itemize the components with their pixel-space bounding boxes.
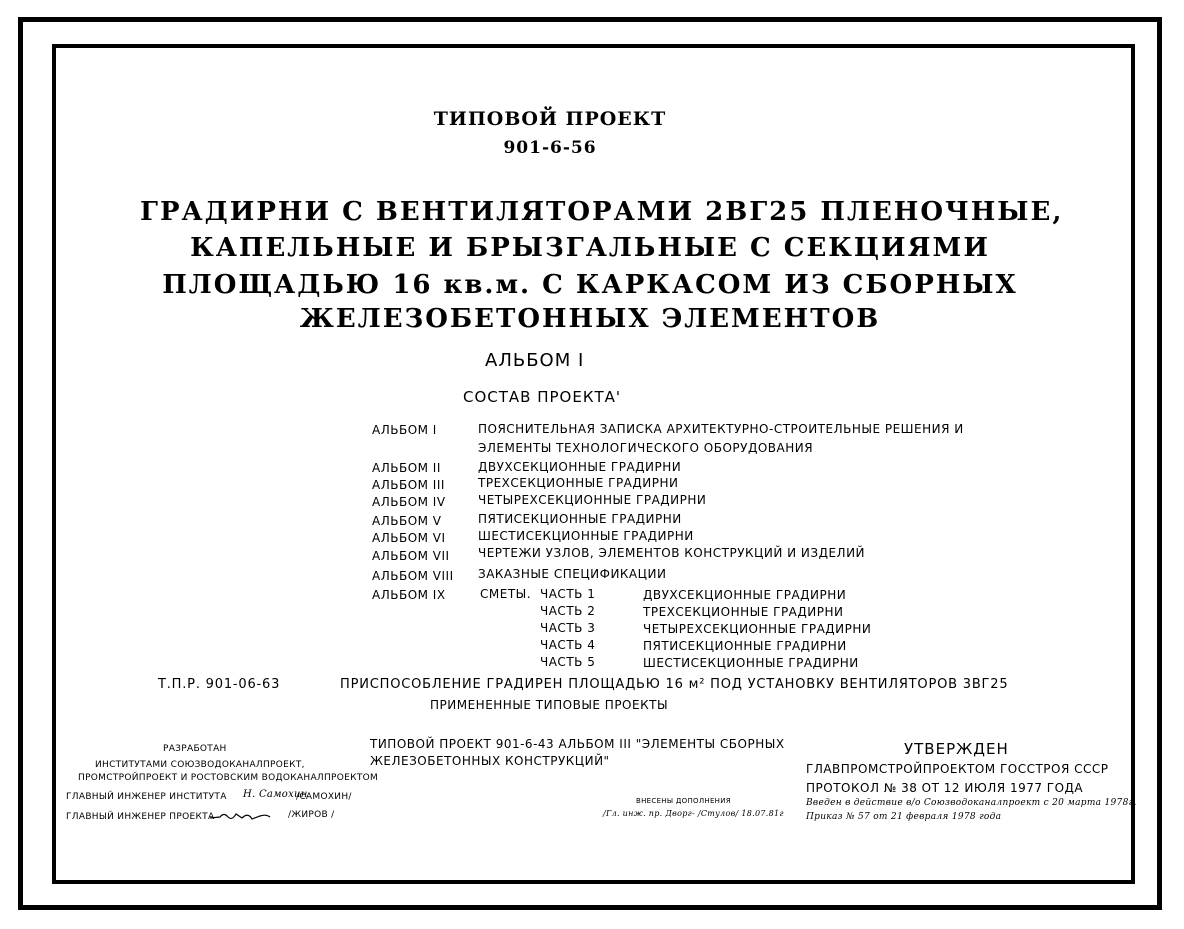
composition-heading: СОСТАВ ПРОЕКТА' bbox=[463, 388, 622, 406]
applied-line-2: ЖЕЛЕЗОБЕТОННЫХ КОНСТРУКЦИЙ" bbox=[370, 754, 610, 768]
album-label: АЛЬБОМ VIII bbox=[372, 569, 454, 583]
estimate-part-text: ПЯТИСЕКЦИОННЫЕ ГРАДИРНИ bbox=[643, 639, 847, 653]
main-title-line-4: ЖЕЛЕЗОБЕТОННЫХ ЭЛЕМЕНТОВ bbox=[299, 304, 881, 334]
project-number: 901-6-56 bbox=[503, 138, 597, 158]
main-title-line-1: ГРАДИРНИ С ВЕНТИЛЯТОРАМИ 2ВГ25 ПЛЕНОЧНЫЕ, bbox=[140, 197, 1064, 227]
chief-project-label: ГЛАВНЫЙ ИНЖЕНЕР ПРОЕКТА bbox=[66, 812, 215, 822]
album-text: ДВУХСЕКЦИОННЫЕ ГРАДИРНИ bbox=[478, 460, 682, 474]
additions-heading: ВНЕСЕНЫ ДОПОЛНЕНИЯ bbox=[636, 797, 731, 805]
album-label: АЛЬБОМ VII bbox=[372, 549, 450, 563]
additions-text: /Гл. инж. пр. Дворг- /Стулов/ 18.07.81г bbox=[603, 809, 784, 818]
estimate-part-label: ЧАСТЬ 2 bbox=[540, 604, 596, 618]
album-label: АЛЬБОМ IX bbox=[372, 588, 446, 602]
approved-line-1: ГЛАВПРОМСТРОЙПРОЕКТОМ ГОССТРОЯ СССР bbox=[806, 762, 1109, 776]
chief-institute-name: /САМОХИН/ bbox=[296, 792, 352, 802]
estimate-part-text: ЧЕТЫРЕХСЕКЦИОННЫЕ ГРАДИРНИ bbox=[643, 622, 872, 636]
project-type: ТИПОВОЙ ПРОЕКТ bbox=[433, 108, 667, 130]
album-text: ЗАКАЗНЫЕ СПЕЦИФИКАЦИИ bbox=[478, 567, 667, 581]
album-label: АЛЬБОМ VI bbox=[372, 531, 446, 545]
estimate-part-text: ДВУХСЕКЦИОННЫЕ ГРАДИРНИ bbox=[643, 588, 847, 602]
album-label: АЛЬБОМ II bbox=[372, 461, 441, 475]
album-text: ЭЛЕМЕНТЫ ТЕХНОЛОГИЧЕСКОГО ОБОРУДОВАНИЯ bbox=[478, 441, 814, 455]
applied-heading: ПРИМЕНЕННЫЕ ТИПОВЫЕ ПРОЕКТЫ bbox=[430, 698, 669, 712]
signature bbox=[208, 808, 278, 824]
main-title-line-2: КАПЕЛЬНЫЕ И БРЫЗГАЛЬНЫЕ С СЕКЦИЯМИ bbox=[190, 233, 990, 263]
applied-line-1: ТИПОВОЙ ПРОЕКТ 901-6-43 АЛЬБОМ III "ЭЛЕМЕНТЫ СБОРНЫХ bbox=[370, 737, 785, 751]
album-text: ЧЕРТЕЖИ УЗЛОВ, ЭЛЕМЕНТОВ КОНСТРУКЦИЙ И ИЗДЕЛИЙ bbox=[478, 546, 866, 560]
album-title: АЛЬБОМ I bbox=[485, 350, 585, 371]
approved-heading: УТВЕРЖДЕН bbox=[904, 740, 1009, 758]
estimate-part-label: ЧАСТЬ 5 bbox=[540, 655, 596, 669]
chief-institute-label: ГЛАВНЫЙ ИНЖЕНЕР ИНСТИТУТА bbox=[66, 792, 227, 802]
album-text: ПЯТИСЕКЦИОННЫЕ ГРАДИРНИ bbox=[478, 512, 682, 526]
approved-line-4: Приказ № 57 от 21 февраля 1978 года bbox=[806, 812, 1002, 822]
estimate-part-label: ЧАСТЬ 3 bbox=[540, 621, 596, 635]
approved-line-3: Введен в действие в/о Союзводоканалпроект с 20 марта 1978г. bbox=[806, 798, 1137, 808]
estimate-part-text: ШЕСТИСЕКЦИОННЫЕ ГРАДИРНИ bbox=[643, 656, 859, 670]
signature: Н. Самохин bbox=[243, 789, 308, 800]
chief-project-name: /ЖИРОВ / bbox=[288, 810, 335, 820]
album-label: АЛЬБОМ V bbox=[372, 514, 442, 528]
tpr-text: ПРИСПОСОБЛЕНИЕ ГРАДИРЕН ПЛОЩАДЬЮ 16 м² ПОД УСТАНОВКУ ВЕНТИЛЯТОРОВ 3ВГ25 bbox=[340, 677, 1009, 692]
estimate-part-label: ЧАСТЬ 4 bbox=[540, 638, 596, 652]
album-label: АЛЬБОМ III bbox=[372, 478, 445, 492]
album-text: ШЕСТИСЕКЦИОННЫЕ ГРАДИРНИ bbox=[478, 529, 694, 543]
album-text: ЧЕТЫРЕХСЕКЦИОННЫЕ ГРАДИРНИ bbox=[478, 493, 707, 507]
main-title-line-3: ПЛОЩАДЬЮ 16 кв.м. С КАРКАСОМ ИЗ СБОРНЫХ bbox=[162, 270, 1018, 300]
estimate-part-label: ЧАСТЬ 1 bbox=[540, 587, 596, 601]
developed-heading: РАЗРАБОТАН bbox=[163, 744, 227, 754]
album-text: ПОЯСНИТЕЛЬНАЯ ЗАПИСКА АРХИТЕКТУРНО-СТРОИТЕЛЬНЫЕ РЕШЕНИЯ И bbox=[478, 422, 964, 436]
approved-line-2: ПРОТОКОЛ № 38 ОТ 12 ИЮЛЯ 1977 ГОДА bbox=[806, 781, 1084, 795]
album-text: СМЕТЫ. bbox=[480, 587, 532, 601]
album-label: АЛЬБОМ I bbox=[372, 423, 437, 437]
estimate-part-text: ТРЕХСЕКЦИОННЫЕ ГРАДИРНИ bbox=[643, 605, 844, 619]
tpr-code: Т.П.Р. 901-06-63 bbox=[158, 677, 281, 692]
developed-line-1: ИНСТИТУТАМИ СОЮЗВОДОКАНАЛПРОЕКТ, bbox=[95, 760, 305, 770]
album-text: ТРЕХСЕКЦИОННЫЕ ГРАДИРНИ bbox=[478, 476, 679, 490]
album-label: АЛЬБОМ IV bbox=[372, 495, 446, 509]
developed-line-2: ПРОМСТРОЙПРОЕКТ И РОСТОВСКИМ ВОДОКАНАЛПРОЕКТОМ bbox=[78, 773, 379, 783]
